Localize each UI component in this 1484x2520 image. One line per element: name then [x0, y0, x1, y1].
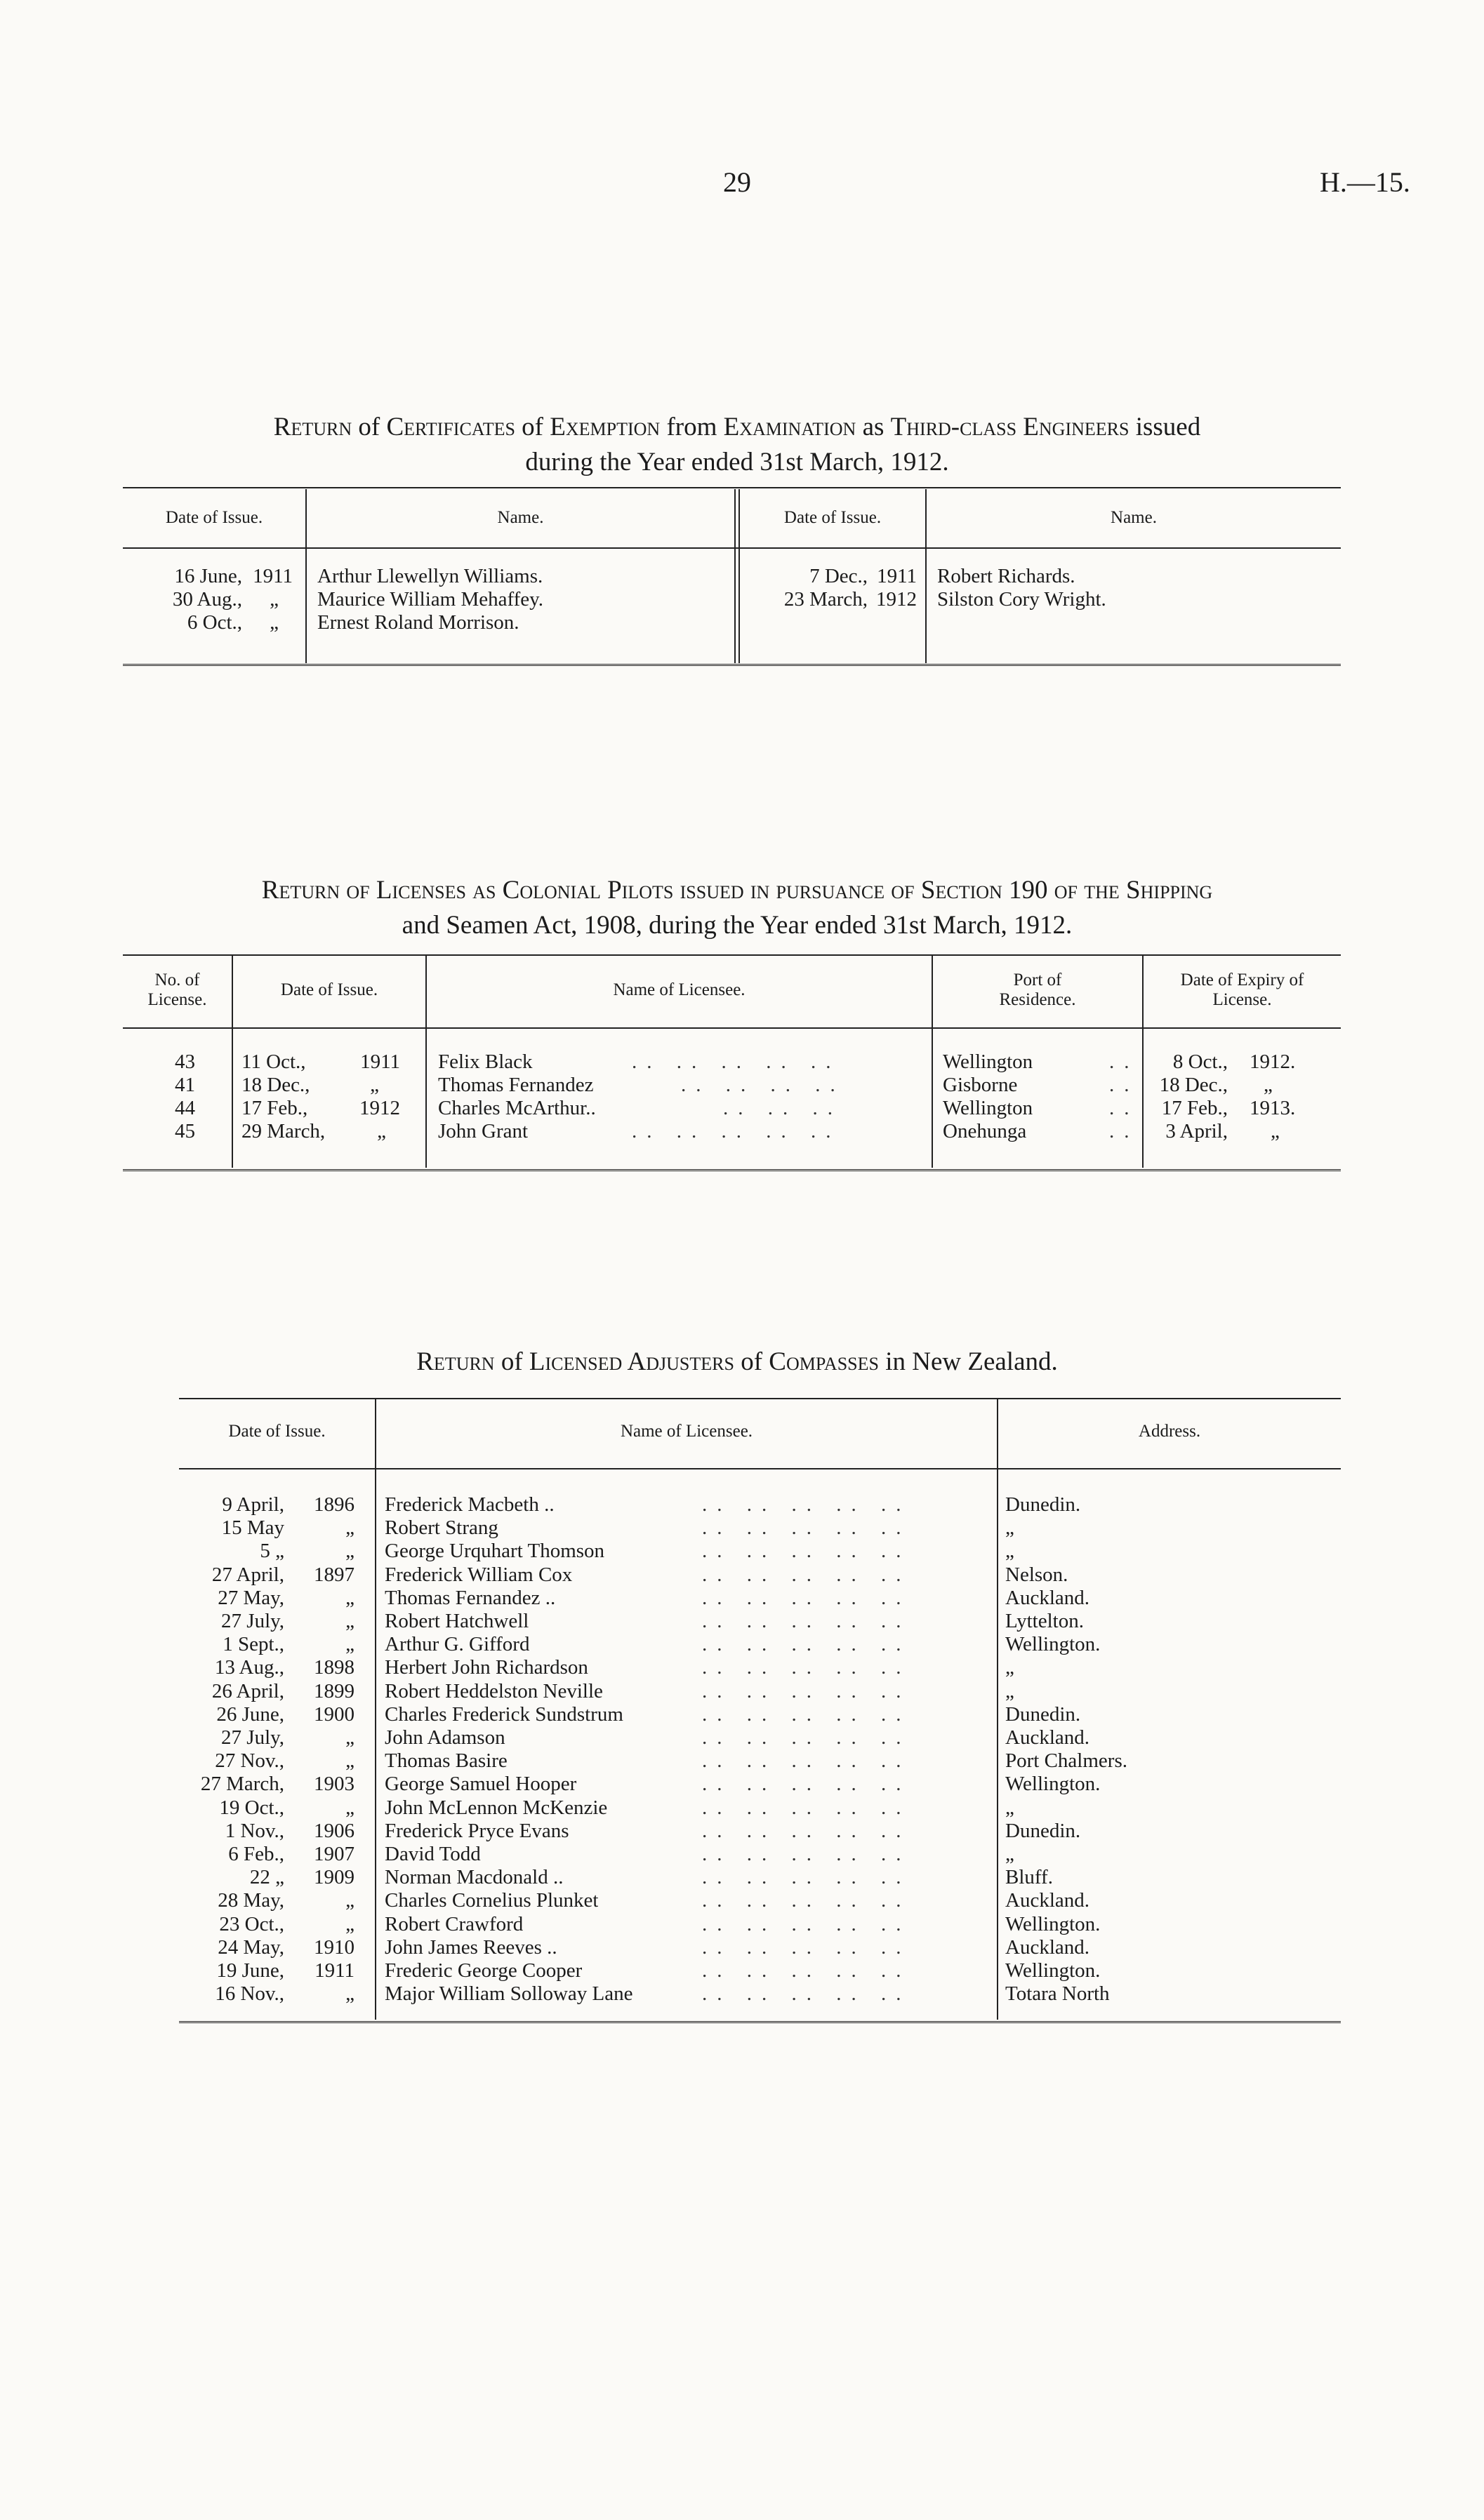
issue-date: 1 Sept.,	[223, 1633, 284, 1655]
leader-dots: .. .. .. .. ..	[702, 1564, 911, 1586]
table1-title	[123, 410, 1351, 480]
address: Port Chalmers.	[1005, 1749, 1127, 1772]
licensee-name: Frederick Pryce Evans	[385, 1820, 569, 1842]
issue-date: 5 „	[260, 1540, 284, 1562]
col-header: Address.	[1138, 1422, 1201, 1441]
license-no: 44	[175, 1097, 195, 1119]
address: Wellington.	[1005, 1633, 1101, 1655]
licensee-name: Arthur G. Gifford	[385, 1633, 530, 1655]
leader-dots: .. .. .. .. ..	[702, 1633, 911, 1655]
address: Auckland.	[1005, 1587, 1089, 1609]
page-number: 29	[723, 166, 751, 198]
table1-bottom-rule	[123, 664, 1341, 668]
expiry-date: 8 Oct.,	[1172, 1051, 1228, 1073]
col-header-name: Name of Licensee.	[613, 980, 746, 999]
date-cell: 16 June,	[174, 565, 242, 587]
leader-dots: .. .. .. .. ..	[702, 1843, 911, 1865]
port: Wellington	[943, 1097, 1033, 1119]
issue-date: 24 May,	[218, 1936, 284, 1959]
col-header-expiry	[1144, 971, 1341, 1010]
licensee-name: George Urquhart Thomson	[385, 1540, 605, 1562]
issue-date: 27 July,	[221, 1726, 284, 1749]
issue-date: 27 April,	[211, 1564, 284, 1586]
issue-year: „	[345, 1749, 355, 1772]
title-word: Exemption	[550, 413, 661, 441]
issue-date: 27 Nov.,	[215, 1749, 284, 1772]
issue-year: „	[377, 1120, 386, 1142]
name-cell: Silston Cory Wright.	[937, 588, 1106, 611]
leader-dots: .. .. .. .. ..	[702, 1656, 911, 1679]
licensee-name: John McLennon McKenzie	[385, 1796, 608, 1819]
issue-year: „	[370, 1074, 379, 1096]
col-header: Date of Issue.	[228, 1422, 326, 1441]
leader-dots: .. .. .. .. ..	[702, 1587, 911, 1609]
leader-dots: .. .. .. .. ..	[632, 1120, 841, 1142]
issue-date: 19 June,	[216, 1959, 284, 1982]
col-header-port	[933, 971, 1142, 1010]
address: Dunedin.	[1005, 1493, 1081, 1516]
licensee-name: John Adamson	[385, 1726, 505, 1749]
table2-bottom-rule	[123, 1169, 1341, 1173]
title-word: Licensed Adjusters	[529, 1347, 734, 1376]
address: Lyttelton.	[1005, 1610, 1084, 1632]
issue-date: 16 Nov.,	[215, 1982, 284, 2005]
title-line-2: and Seamen Act, 1908, during the Year ended 31st March, 1912.	[402, 911, 1073, 940]
leader-dots: .. .. .. .. ..	[702, 1866, 911, 1888]
title-word: Third-class Engineers	[890, 413, 1129, 441]
issue-year: „	[345, 1796, 355, 1819]
name-cell: Robert Richards.	[937, 565, 1075, 587]
header-line: Date of Expiry of	[1180, 971, 1304, 989]
address: Bluff.	[1005, 1866, 1053, 1888]
year-cell: 1912	[876, 588, 917, 611]
title-word: Return	[416, 1347, 495, 1376]
leader-dots: .. .. .. .. ..	[702, 1936, 911, 1959]
issue-date: 15 May	[221, 1516, 284, 1539]
address: Auckland.	[1005, 1889, 1089, 1912]
licensee-name: Herbert John Richardson	[385, 1656, 588, 1679]
leader-dots: .. .. .. .. ..	[702, 1749, 911, 1772]
licensee-name: Thomas Basire	[385, 1749, 508, 1772]
issue-year: 1911	[360, 1051, 400, 1073]
title-word: Examination	[723, 413, 856, 441]
issue-year: „	[345, 1913, 355, 1935]
leader-dots: .. .. .. .. ..	[702, 1773, 911, 1795]
table3-col-divider	[375, 1399, 376, 2020]
issue-year: 1898	[314, 1656, 355, 1679]
license-no: 43	[175, 1051, 195, 1073]
header-line: Residence.	[999, 990, 1076, 1009]
leader-dots: ..	[1109, 1074, 1139, 1096]
issue-year: „	[345, 1587, 355, 1609]
table3-col-divider	[997, 1399, 998, 2020]
issue-date: 1 Nov.,	[225, 1820, 284, 1842]
licensee-name: George Samuel Hooper	[385, 1773, 577, 1795]
issue-year: „	[345, 1516, 355, 1539]
title-word: from	[660, 413, 724, 441]
issue-date: 19 Oct.,	[219, 1796, 284, 1819]
licensee-name: Charles Cornelius Plunket	[385, 1889, 599, 1912]
expiry-date: 3 April,	[1165, 1120, 1228, 1142]
licensee-name: Thomas Fernandez ..	[385, 1587, 556, 1609]
header-line: No. of	[154, 971, 200, 989]
licensee-name: John James Reeves ..	[385, 1936, 557, 1959]
table2-header-rule	[123, 1027, 1341, 1029]
licensee-name: Major William Solloway Lane	[385, 1982, 633, 2005]
leader-dots: .. .. .. .. ..	[702, 1610, 911, 1632]
issue-year: „	[345, 1982, 355, 2005]
year-cell: „	[270, 588, 279, 611]
title-word: issued	[1129, 413, 1201, 441]
table3-bottom-rule	[179, 2021, 1341, 2025]
licensee-name: Thomas Fernandez	[438, 1074, 594, 1096]
table3-header-rule	[179, 1468, 1341, 1469]
address: Auckland.	[1005, 1726, 1089, 1749]
date-cell: 6 Oct.,	[187, 611, 242, 634]
year-cell: 1911	[877, 565, 917, 587]
issue-date: 29 March,	[241, 1120, 326, 1142]
address: Totara North	[1005, 1982, 1110, 2005]
title-line-1: Return of Licenses as Colonial Pilots issued in pursuance of Section 190 of the Shipping	[261, 876, 1213, 905]
table1-center-divider	[734, 489, 740, 663]
title-word: in New Zealand.	[878, 1347, 1058, 1376]
col-header: Name.	[1111, 508, 1157, 527]
issue-date: 18 Dec.,	[241, 1074, 310, 1096]
issue-year: 1900	[314, 1703, 355, 1726]
licensee-name: Norman Macdonald ..	[385, 1866, 564, 1888]
leader-dots: .. .. .. .. ..	[632, 1051, 841, 1073]
issue-date: 28 May,	[218, 1889, 284, 1912]
col-header: Name.	[497, 508, 544, 527]
date-cell: 30 Aug.,	[172, 588, 242, 611]
year-cell: „	[270, 611, 279, 634]
leader-dots: .. .. .. .. ..	[702, 1493, 911, 1516]
name-cell: Arthur Llewellyn Williams.	[317, 565, 543, 587]
issue-year: 1897	[314, 1564, 355, 1586]
leader-dots: .. .. .. .. ..	[702, 1540, 911, 1562]
title-word: of	[734, 1347, 769, 1376]
issue-year: „	[345, 1889, 355, 1912]
issue-date: 11 Oct.,	[241, 1051, 306, 1073]
address: Wellington.	[1005, 1913, 1101, 1935]
header-line: License.	[1212, 990, 1272, 1009]
title-word: Certificates	[386, 413, 515, 441]
issue-year: „	[345, 1633, 355, 1655]
issue-date: 26 April,	[211, 1680, 284, 1702]
issue-date: 27 July,	[221, 1610, 284, 1632]
address: Wellington.	[1005, 1773, 1101, 1795]
licensee-name: Robert Heddelston Neville	[385, 1680, 603, 1702]
name-cell: Maurice William Mehaffey.	[317, 588, 544, 611]
address: „	[1005, 1656, 1014, 1679]
licensee-name: Charles Frederick Sundstrum	[385, 1703, 623, 1726]
expiry-date: 18 Dec.,	[1159, 1074, 1228, 1096]
issue-date: 23 Oct.,	[219, 1913, 284, 1935]
expiry-year: „	[1271, 1120, 1280, 1142]
issue-year: „	[345, 1726, 355, 1749]
issue-year: 1910	[314, 1936, 355, 1959]
licensee-name: Charles McArthur..	[438, 1097, 596, 1119]
port: Gisborne	[943, 1074, 1018, 1096]
address: Dunedin.	[1005, 1703, 1081, 1726]
licensee-name: Frederic George Cooper	[385, 1959, 583, 1982]
title-word: of	[515, 413, 550, 441]
issue-year: „	[345, 1540, 355, 1562]
leader-dots: .. .. .. .. ..	[702, 1820, 911, 1842]
col-header: Date of Issue.	[783, 508, 882, 527]
expiry-year: 1913.	[1250, 1097, 1296, 1119]
address: „	[1005, 1516, 1014, 1539]
issue-year: 1899	[314, 1680, 355, 1702]
issue-year: 1912	[359, 1097, 400, 1119]
title-word: as	[856, 413, 891, 441]
title-word: of	[494, 1347, 529, 1376]
licensee-name: David Todd	[385, 1843, 481, 1865]
title-line-2: during the Year ended 31st March, 1912.	[525, 448, 949, 476]
expiry-year: 1912.	[1250, 1051, 1296, 1073]
col-header-date: Date of Issue.	[280, 980, 378, 999]
issue-year: „	[345, 1610, 355, 1632]
col-header: Name of Licensee.	[620, 1422, 753, 1441]
title-word: Return	[273, 413, 352, 441]
issue-date: 26 June,	[216, 1703, 284, 1726]
issue-date: 9 April,	[222, 1493, 284, 1516]
licensee-name: Robert Crawford	[385, 1913, 524, 1935]
table2-title	[123, 873, 1351, 943]
address: Nelson.	[1005, 1564, 1068, 1586]
address: Auckland.	[1005, 1936, 1089, 1959]
document-reference: H.—15.	[1320, 166, 1410, 198]
issue-year: 1907	[314, 1843, 355, 1865]
issue-date: 27 March,	[200, 1773, 284, 1795]
address: „	[1005, 1843, 1014, 1865]
date-cell: 23 March,	[783, 588, 868, 611]
leader-dots: ..	[1109, 1120, 1139, 1142]
leader-dots: .. .. .. .. ..	[702, 1726, 911, 1749]
issue-year: 1911	[314, 1959, 355, 1982]
issue-date: 27 May,	[218, 1587, 284, 1609]
issue-date: 17 Feb.,	[241, 1097, 308, 1119]
licensee-name: Frederick William Cox	[385, 1564, 573, 1586]
expiry-year: „	[1264, 1074, 1273, 1096]
licensee-name: John Grant	[438, 1120, 529, 1142]
licensee-name: Robert Hatchwell	[385, 1610, 529, 1632]
leader-dots: .. .. .. ..	[681, 1074, 845, 1096]
issue-date: 22 „	[249, 1866, 284, 1888]
header-line: Port of	[1013, 971, 1062, 989]
leader-dots: .. .. .. .. ..	[702, 1959, 911, 1982]
port: Onehunga	[943, 1120, 1027, 1142]
license-no: 45	[175, 1120, 195, 1142]
address: „	[1005, 1680, 1014, 1702]
address: „	[1005, 1796, 1014, 1819]
col-header: Date of Issue.	[165, 508, 263, 527]
issue-date: 6 Feb.,	[228, 1843, 284, 1865]
table3-title	[123, 1345, 1351, 1380]
issue-date: 13 Aug.,	[214, 1656, 284, 1679]
leader-dots: .. .. .. .. ..	[702, 1796, 911, 1819]
issue-year: 1909	[314, 1866, 355, 1888]
leader-dots: ..	[1109, 1097, 1139, 1119]
issue-year: 1896	[314, 1493, 355, 1516]
address: Wellington.	[1005, 1959, 1101, 1982]
col-header-no	[123, 971, 232, 1010]
address: „	[1005, 1540, 1014, 1562]
leader-dots: .. .. .. .. ..	[702, 1516, 911, 1539]
expiry-date: 17 Feb.,	[1161, 1097, 1228, 1119]
leader-dots: .. .. .. .. ..	[702, 1703, 911, 1726]
license-no: 41	[175, 1074, 195, 1096]
title-word: of	[352, 413, 387, 441]
table2-top-rule	[123, 954, 1341, 956]
licensee-name: Felix Black	[438, 1051, 533, 1073]
leader-dots: .. .. .. .. ..	[702, 1889, 911, 1912]
table3-top-rule	[179, 1398, 1341, 1399]
issue-year: 1903	[314, 1773, 355, 1795]
year-cell: 1911	[253, 565, 293, 587]
licensee-name: Robert Strang	[385, 1516, 498, 1539]
leader-dots: .. .. .. .. ..	[702, 1982, 911, 2005]
date-cell: 7 Dec.,	[809, 565, 868, 587]
address: Dunedin.	[1005, 1820, 1081, 1842]
issue-year: 1906	[314, 1820, 355, 1842]
name-cell: Ernest Roland Morrison.	[317, 611, 519, 634]
leader-dots: .. .. ..	[723, 1097, 842, 1119]
licensee-name: Frederick Macbeth ..	[385, 1493, 555, 1516]
table1-top-rule	[123, 487, 1341, 488]
port: Wellington	[943, 1051, 1033, 1073]
leader-dots: .. .. .. .. ..	[702, 1913, 911, 1935]
leader-dots: .. .. .. .. ..	[702, 1680, 911, 1702]
leader-dots: ..	[1109, 1051, 1139, 1073]
title-word: Compasses	[769, 1347, 879, 1376]
header-line: License.	[147, 990, 207, 1009]
